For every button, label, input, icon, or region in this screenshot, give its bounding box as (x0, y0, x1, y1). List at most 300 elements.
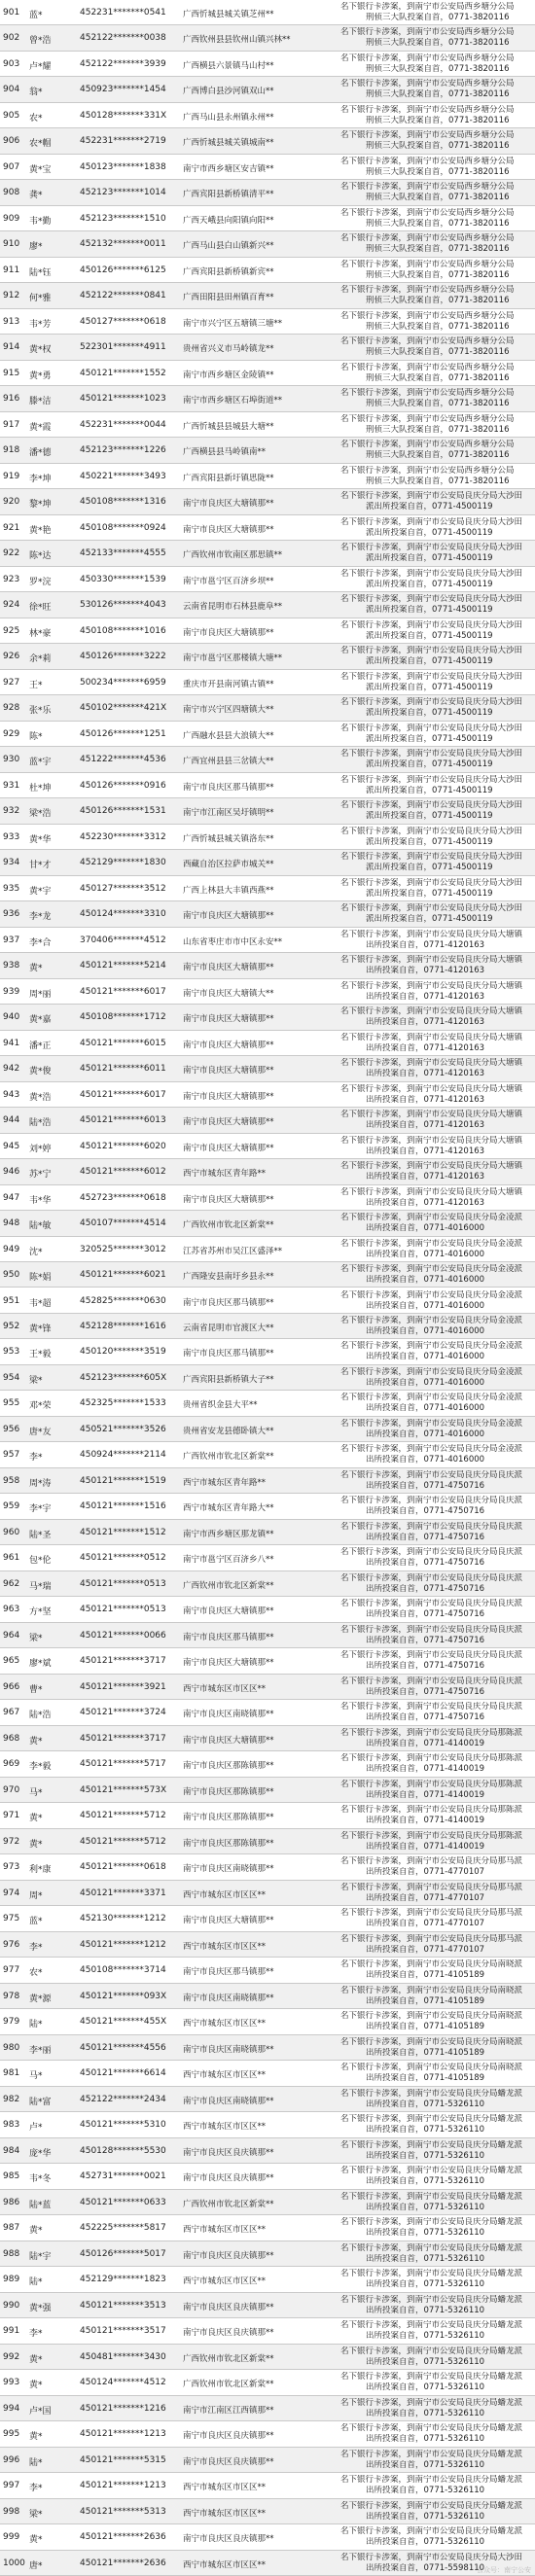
person-name: 周*丽 (29, 989, 52, 1000)
person-name: 农*帽 (29, 139, 52, 150)
table-row (0, 1468, 535, 1494)
person-name: 龚* (29, 191, 43, 201)
notice-text (329, 260, 533, 281)
notice-text (329, 1393, 533, 1414)
person-name: 蓝*宇 (29, 758, 52, 768)
notice-line-1: 名下银行卡涉案，到南宁市公安局西乡塘分公局 (340, 259, 515, 269)
notice-text (329, 1728, 533, 1749)
id-number: 452122*******3939 (80, 58, 166, 69)
notice-line-2: 出所投案自首，0771-4120163 (366, 966, 485, 976)
row-number: 929 (3, 728, 20, 739)
table-row (0, 773, 535, 798)
notice-line-2: 出所投案自首，0771-5326110 (366, 2331, 485, 2342)
person-name: 李*坤 (29, 474, 52, 484)
row-number: 919 (3, 471, 20, 481)
address: 南宁市西乡塘区安吉镇** (183, 163, 274, 174)
address: 南宁市邕宁区百济乡八** (183, 1555, 274, 1566)
notice-line-2: 出所投案自首，0771-5326110 (366, 2150, 485, 2161)
notice-text (329, 1264, 533, 1286)
row-number: 928 (3, 703, 20, 714)
notice-text (329, 208, 533, 229)
address: 南宁市良庆区那马镇那** (183, 1632, 274, 1642)
address: 广西宾阳县新桥镇大子** (183, 1374, 274, 1385)
id-number: 522301*******4911 (80, 342, 166, 353)
address: 广西天峨县向阳镇向阳** (183, 215, 274, 226)
id-number: 450121*******1023 (80, 394, 166, 405)
notice-text (329, 1599, 533, 1620)
notice-text (329, 723, 533, 745)
notice-line-2: 派出所投案自首，0771-4500119 (366, 759, 493, 770)
id-number: 500234*******6959 (80, 677, 166, 688)
notice-text (329, 852, 533, 873)
address: 南宁市良庆区南晓镇那** (183, 2096, 274, 2106)
id-number: 452825*******0630 (80, 1295, 166, 1306)
id-number: 450121*******5315 (80, 2454, 166, 2465)
notice-line-1: 名下银行卡涉案，到南宁市公安局西乡塘分公局 (340, 156, 515, 166)
notice-line-1: 名下银行卡涉案，到南宁市公安局良庆分局大塘镇 (340, 1058, 523, 1069)
notice-line-1: 名下银行卡涉案，到南宁市公安局良庆分局大沙田 (340, 594, 523, 605)
id-number: 450126*******6125 (80, 265, 166, 275)
notice-text (329, 53, 533, 75)
table-row (0, 798, 535, 824)
row-number: 962 (3, 1578, 20, 1589)
address: 广西横县县马岭镇南** (183, 447, 267, 458)
id-number: 452123*******1014 (80, 188, 166, 198)
notice-line-1: 名下银行卡涉案，到南宁市公安局良庆分局良庆派 (340, 1624, 523, 1635)
person-name: 王*毅 (29, 1350, 52, 1360)
notice-text (329, 697, 533, 719)
id-number: 450107*******4514 (80, 1218, 166, 1229)
notice-line-2: 刑侦三大队投案自首，0771-3820116 (366, 399, 510, 409)
notice-line-1: 名下银行卡涉案，到南宁市公安局良庆分局金凌派 (340, 1444, 523, 1455)
table-row (0, 2215, 535, 2241)
row-number: 990 (3, 2300, 20, 2311)
id-number: 450126*******1531 (80, 806, 166, 817)
notice-line-1: 名下银行卡涉案，到南宁市公安局良庆分局良庆派 (340, 1599, 523, 1609)
person-name: 马* (29, 1787, 43, 1798)
address: 西宁市城东区市区区** (183, 2019, 267, 2029)
address: 广西宜州县县三岔镇大** (183, 757, 274, 767)
notice-line-2: 出所投案自首，0771-5326110 (366, 2382, 485, 2393)
id-number: 450121*******0633 (80, 2197, 166, 2207)
notice-text (329, 2320, 533, 2342)
person-name: 陈* (29, 731, 43, 742)
notice-text (329, 2037, 533, 2059)
address: 广西上林县大丰镇西燕** (183, 885, 274, 896)
person-name: 甘*才 (29, 861, 52, 871)
person-name: 余*莉 (29, 654, 52, 665)
address: 西宁市城东区青年路** (183, 1477, 267, 1488)
notice-text (329, 1805, 533, 1826)
person-name: 何*雅 (29, 294, 52, 304)
id-number: 450121*******5313 (80, 2506, 166, 2517)
person-name: 周*涛 (29, 1478, 52, 1489)
notice-text (329, 543, 533, 564)
person-name: 梁* (29, 1375, 43, 1386)
address: 贵州省织金县大平** (183, 1400, 258, 1411)
notice-line-2: 出所投案自首，0771-4750716 (366, 1686, 485, 1697)
person-name: 卢*国 (29, 2406, 52, 2417)
id-number: 451222*******4536 (80, 755, 166, 765)
notice-line-2: 出所投案自首，0771-5598110 (366, 2562, 485, 2573)
row-number: 915 (3, 368, 20, 378)
address: 南宁市良庆区大塘镇那** (183, 627, 274, 638)
row-number: 974 (3, 1888, 20, 1898)
row-number: 910 (3, 239, 20, 250)
person-name: 庞*华 (29, 2148, 52, 2159)
table-row (0, 567, 535, 592)
row-number: 948 (3, 1218, 20, 1229)
table-row (0, 2164, 535, 2189)
id-number: 450121*******6614 (80, 2068, 166, 2079)
notice-line-2: 出所投案自首，0771-4770107 (366, 1944, 485, 1955)
row-number: 951 (3, 1295, 20, 1306)
notice-line-1: 名下银行卡涉案，到南宁市公安局良庆分局大塘镇 (340, 929, 523, 939)
row-number: 955 (3, 1398, 20, 1409)
notice-text (329, 1239, 533, 1260)
address: 西宁市城东区青年路** (183, 1169, 267, 1180)
notice-line-2: 派出所投案自首，0771-4500119 (366, 888, 493, 899)
notice-text (329, 1367, 533, 1389)
row-number: 922 (3, 548, 20, 559)
notice-text (329, 2475, 533, 2496)
notice-line-1: 名下银行卡涉案，到南宁市公安局良庆分局良庆派 (340, 1702, 523, 1712)
row-number: 952 (3, 1321, 20, 1331)
id-number: 450121*******1213 (80, 2429, 166, 2440)
row-number: 995 (3, 2429, 20, 2440)
id-number: 450121*******1216 (80, 2403, 166, 2414)
row-number: 980 (3, 2042, 20, 2053)
notice-text (329, 2423, 533, 2445)
notice-line-2: 出所投案自首，0771-4120163 (366, 1042, 485, 1053)
id-number: 452129*******1830 (80, 858, 166, 868)
table-row (0, 1623, 535, 1648)
notice-line-2: 刑侦三大队投案自首，0771-3820116 (366, 13, 510, 22)
notice-line-1: 名下银行卡涉案，到南宁市公安局良庆分局南晓派 (340, 1959, 523, 1970)
notice-line-1: 名下银行卡涉案，到南宁市公安局良庆分局那陈派 (340, 1779, 523, 1789)
notice-text (329, 1573, 533, 1595)
notice-text (329, 233, 533, 255)
notice-line-1: 名下银行卡涉案，到南宁市公安局良庆分局大塘镇 (340, 955, 523, 966)
person-name: 曹* (29, 1684, 43, 1695)
table-row (0, 1906, 535, 1931)
notice-text (329, 749, 533, 770)
address: 广西钦州市钦北区新棠** (183, 1452, 274, 1463)
notice-text (329, 1702, 533, 1723)
address: 南宁市良庆区大塘镇那** (183, 1658, 274, 1669)
person-name: 张*乐 (29, 706, 52, 717)
row-number: 977 (3, 1965, 20, 1976)
notice-line-2: 出所投案自首，0771-5326110 (366, 2202, 485, 2212)
address: 江苏省苏州市吴江区盛泽** (183, 1246, 283, 1256)
address: 南宁市良庆区大塘镇那** (183, 1040, 274, 1050)
person-name: 黄*华 (29, 834, 52, 845)
notice-text (329, 1676, 533, 1698)
id-number: 450102*******421X (80, 703, 167, 714)
table-row (0, 1031, 535, 1056)
row-number: 908 (3, 188, 20, 198)
row-number: 937 (3, 935, 20, 945)
notice-line-1: 名下银行卡涉案，到南宁市公安局良庆分局金凌派 (340, 1264, 523, 1274)
row-number: 949 (3, 1244, 20, 1254)
address: 西宁市城东区市区区** (183, 2276, 267, 2287)
address: 南宁市良庆区那陈镇那** (183, 1761, 274, 1772)
address: 南宁市邕宁区百济乡坝** (183, 576, 274, 586)
id-number: 450121*******3724 (80, 1708, 166, 1718)
address: 广西忻城县城关镇芝州** (183, 10, 274, 19)
person-name: 唐* (29, 2560, 43, 2571)
notice-line-2: 出所投案自首，0771-4120163 (366, 1120, 485, 1131)
person-name: 沈* (29, 1247, 43, 1257)
notice-text (329, 1213, 533, 1234)
address: 贵州省安龙县德卧镇大** (183, 1426, 274, 1436)
notice-text (329, 1316, 533, 1337)
notice-text (329, 827, 533, 848)
notice-line-1: 名下银行卡涉案，到南宁市公安局良庆分局蟠龙派 (340, 2217, 523, 2228)
notice-line-2: 出所投案自首，0771-5326110 (366, 2486, 485, 2496)
notice-text (329, 1753, 533, 1775)
notice-text (329, 1908, 533, 1929)
notice-text (329, 517, 533, 539)
table-row (0, 52, 535, 77)
notice-line-2: 出所投案自首，0771-4120163 (366, 1146, 485, 1156)
notice-line-1: 名下银行卡涉案，到南宁市公安局良庆分局大塘镇 (340, 1135, 523, 1146)
table-row (0, 180, 535, 205)
notice-line-2: 出所投案自首，0771-4016000 (366, 1275, 485, 1285)
row-number: 931 (3, 780, 20, 791)
row-number: 938 (3, 961, 20, 971)
person-name: 黄*锋 (29, 1323, 52, 1334)
row-number: 935 (3, 883, 20, 894)
notice-line-1: 名下银行卡涉案，到南宁市公安局良庆分局蟠龙派 (340, 2397, 523, 2408)
address: 南宁市西乡塘区那龙镇** (183, 1529, 274, 1539)
table-row (0, 2318, 535, 2344)
notice-line-1: 名下银行卡涉案，到南宁市公安局良庆分局大沙田 (340, 646, 523, 656)
notice-line-1: 名下银行卡涉案，到南宁市公安局西乡塘分公局 (340, 388, 515, 399)
notice-line-1: 名下银行卡涉案，到南宁市公安局良庆分局大塘镇 (340, 1006, 523, 1017)
row-number: 904 (3, 85, 20, 95)
notice-line-2: 出所投案自首，0771-4750716 (366, 1532, 485, 1542)
notice-text (329, 2114, 533, 2135)
table-row (0, 2061, 535, 2086)
table-row (0, 2267, 535, 2292)
address: 广西钦州市钦北区新棠** (183, 2380, 274, 2390)
notice-line-1: 名下银行卡涉案，到南宁市公安局良庆分局那马派 (340, 1908, 523, 1919)
id-number: 452128*******1616 (80, 1321, 166, 1331)
notice-line-1: 名下银行卡涉案，到南宁市公安局西乡塘分公局 (340, 79, 515, 89)
person-name: 韦*超 (29, 1298, 52, 1309)
notice-line-2: 出所投案自首，0771-4140019 (366, 1738, 485, 1748)
row-number: 985 (3, 2171, 20, 2182)
address: 南宁市良庆区南晓镇那** (183, 1710, 274, 1720)
table-row (0, 1288, 535, 1314)
notice-text (329, 775, 533, 796)
address: 西藏自治区拉萨市城关** (183, 860, 274, 870)
notice-text (329, 1780, 533, 1801)
person-name: 李* (29, 1942, 43, 1953)
address: 重庆市开县南河镇古镇** (183, 679, 274, 689)
notice-line-1: 名下银行卡涉案，到南宁市公安局西乡塘分公局 (340, 233, 515, 244)
table-row (0, 2370, 535, 2395)
person-name: 潘*正 (29, 1041, 52, 1051)
notice-line-1: 名下银行卡涉案，到南宁市公安局良庆分局金凌派 (340, 1418, 523, 1429)
table-row (0, 2524, 535, 2550)
id-number: 452325*******1533 (80, 1398, 166, 1409)
id-number: 450330*******1539 (80, 574, 166, 584)
notice-text (329, 2398, 533, 2419)
row-number: 969 (3, 1759, 20, 1770)
notice-line-1: 名下银行卡涉案，到南宁市公安局良庆分局良庆派 (340, 1676, 523, 1686)
notice-line-1: 名下银行卡涉案，到南宁市公安局西乡塘分公局 (340, 182, 515, 193)
address: 西宁市城东区市区区** (183, 2070, 267, 2081)
notice-text (329, 79, 533, 100)
notice-line-2: 出所投案自首，0771-4750716 (366, 1506, 485, 1517)
table-row (0, 1005, 535, 1030)
notice-text (329, 466, 533, 487)
notice-text (329, 2140, 533, 2162)
notice-line-2: 出所投案自首，0771-4750716 (366, 1661, 485, 1672)
table-row (0, 77, 535, 102)
notice-line-1: 名下银行卡涉案，到南宁市公安局良庆分局良庆派 (340, 1521, 523, 1532)
person-name: 黄* (29, 2381, 43, 2391)
table-row (0, 2190, 535, 2215)
notice-text (329, 1161, 533, 1182)
table-row (0, 825, 535, 850)
notice-line-2: 出所投案自首，0771-4105189 (366, 2073, 485, 2084)
table-row (0, 1082, 535, 1108)
table-row (0, 1108, 535, 1133)
table-row (0, 438, 535, 463)
person-name: 黄*艳 (29, 525, 52, 536)
row-number: 953 (3, 1347, 20, 1358)
notice-text (329, 672, 533, 693)
table-row (0, 1803, 535, 1828)
row-number: 911 (3, 265, 20, 275)
notice-text (329, 363, 533, 384)
row-number: 983 (3, 2120, 20, 2131)
notice-line-1: 名下银行卡涉案，到南宁市公安局良庆分局良庆派 (340, 1469, 523, 1480)
notice-line-2: 刑侦三大队投案自首，0771-3820116 (366, 244, 510, 255)
notice-text (329, 1883, 533, 1904)
address: 南宁市良庆区良庆镇那** (183, 2534, 274, 2545)
notice-line-2: 刑侦三大队投案自首，0771-3820116 (366, 296, 510, 306)
person-name: 李* (29, 1453, 43, 1464)
person-name: 陈*娟 (29, 1273, 52, 1283)
notice-line-2: 派出所投案自首，0771-4500119 (366, 605, 493, 616)
watermark: 公众号：南宁公安 (477, 2566, 531, 2574)
id-number: 450121*******6021 (80, 1270, 166, 1280)
table-row (0, 386, 535, 411)
notice-line-1: 名下银行卡涉案，到南宁市公安局良庆分局蟠龙派 (340, 2320, 523, 2331)
notice-text (329, 1341, 533, 1362)
address: 南宁市良庆区大塘镇那** (183, 1143, 274, 1153)
person-name: 廖* (29, 242, 43, 253)
notice-line-1: 名下银行卡涉案，到南宁市公安局西乡塘分公局 (340, 130, 515, 141)
id-number: 450121*******1519 (80, 1475, 166, 1486)
row-number: 965 (3, 1656, 20, 1667)
person-name: 黄* (29, 1814, 43, 1824)
notice-line-1: 名下银行卡涉案，到南宁市公安局良庆分局那马派 (340, 1856, 523, 1867)
notice-line-1: 名下银行卡涉案，到南宁市公安局良庆分局金凌派 (340, 1393, 523, 1403)
id-number: 452122*******0841 (80, 291, 166, 301)
id-number: 450108*******1016 (80, 625, 166, 636)
notice-line-1: 名下银行卡涉案，到南宁市公安局良庆分局大沙田 (340, 877, 523, 888)
row-number: 956 (3, 1424, 20, 1434)
notice-text (329, 2, 533, 23)
notice-line-2: 刑侦三大队投案自首，0771-3820116 (366, 166, 510, 177)
person-name: 黄* (29, 964, 43, 974)
address: 南宁市江南区江西镇那** (183, 2405, 274, 2416)
notice-line-1: 名下银行卡涉案，到南宁市公安局良庆分局蟠龙派 (340, 2139, 523, 2150)
notice-line-2: 出所投案自首，0771-5326110 (366, 2279, 485, 2290)
table-row (0, 644, 535, 669)
notice-line-1: 名下银行卡涉案，到南宁市公安局良庆分局蟠龙派 (340, 2166, 523, 2176)
notice-text (329, 1625, 533, 1646)
id-number: 450121*******0513 (80, 1578, 166, 1589)
address: 南宁市良庆区大塘镇那** (183, 1916, 274, 1926)
row-number: 988 (3, 2248, 20, 2259)
notice-text (329, 1522, 533, 1543)
id-number: 452122*******0038 (80, 33, 166, 44)
notice-line-2: 派出所投案自首，0771-4500119 (366, 708, 493, 719)
notice-line-2: 派出所投案自首，0771-4500119 (366, 785, 493, 795)
id-number: 452123*******1510 (80, 213, 166, 224)
table-row (0, 592, 535, 618)
notice-line-1: 名下银行卡涉案，到南宁市公安局西乡塘分公局 (340, 27, 515, 38)
notice-line-1: 名下银行卡涉案，到南宁市公安局良庆分局大沙田 (340, 619, 523, 630)
person-name: 廖*斌 (29, 1659, 52, 1670)
notice-line-1: 名下银行卡涉案，到南宁市公安局良庆分局大塘镇 (340, 1083, 523, 1094)
notice-text (329, 1831, 533, 1853)
id-number: 450128*******5530 (80, 2145, 166, 2156)
row-number: 921 (3, 522, 20, 533)
address: 南宁市西乡塘区石埠街道** (183, 396, 283, 406)
notice-line-2: 出所投案自首，0771-4016000 (366, 1352, 485, 1362)
notice-line-2: 出所投案自首，0771-4016000 (366, 1325, 485, 1336)
id-number: 450121*******5712 (80, 1811, 166, 1821)
address: 广西宾阳县新圩镇思陇** (183, 473, 274, 483)
notice-line-1: 名下银行卡涉案，到南宁市公安局良庆分局蟠龙派 (340, 2449, 523, 2459)
id-number: 450121*******5712 (80, 1836, 166, 1847)
table-row (0, 1984, 535, 2009)
person-name: 陆*敏 (29, 1221, 52, 1232)
notice-text (329, 1934, 533, 1956)
notice-line-2: 派出所投案自首，0771-4500119 (366, 553, 493, 564)
notice-line-1: 名下银行卡涉案，到南宁市公安局良庆分局大沙田 (340, 749, 523, 759)
row-number: 975 (3, 1914, 20, 1924)
table-row (0, 1854, 535, 1880)
notice-line-1: 名下银行卡涉案，到南宁市公安局西乡塘分公局 (340, 104, 515, 115)
person-name: 李*龙 (29, 912, 52, 923)
table-row (0, 2112, 535, 2137)
notice-line-2: 刑侦三大队投案自首，0771-3820116 (366, 424, 510, 435)
row-number: 958 (3, 1475, 20, 1486)
id-number: 450121*******1552 (80, 368, 166, 378)
person-name: 黄*强 (29, 2303, 52, 2313)
notice-text (329, 27, 533, 49)
person-name: 陆*圣 (29, 1530, 52, 1540)
table-row (0, 2009, 535, 2034)
person-name: 刘*婷 (29, 1144, 52, 1154)
notice-line-2: 刑侦三大队投案自首，0771-3820116 (366, 347, 510, 358)
table-row (0, 1829, 535, 1854)
table-row (0, 2448, 535, 2473)
id-number: 452231*******2719 (80, 136, 166, 147)
address: 南宁市良庆区良庆镇那** (183, 2328, 274, 2339)
notice-line-1: 名下银行卡涉案，到南宁市公安局良庆分局金凌派 (340, 1238, 523, 1249)
person-name: 王* (29, 680, 43, 690)
person-name: 陆* (29, 2020, 43, 2030)
